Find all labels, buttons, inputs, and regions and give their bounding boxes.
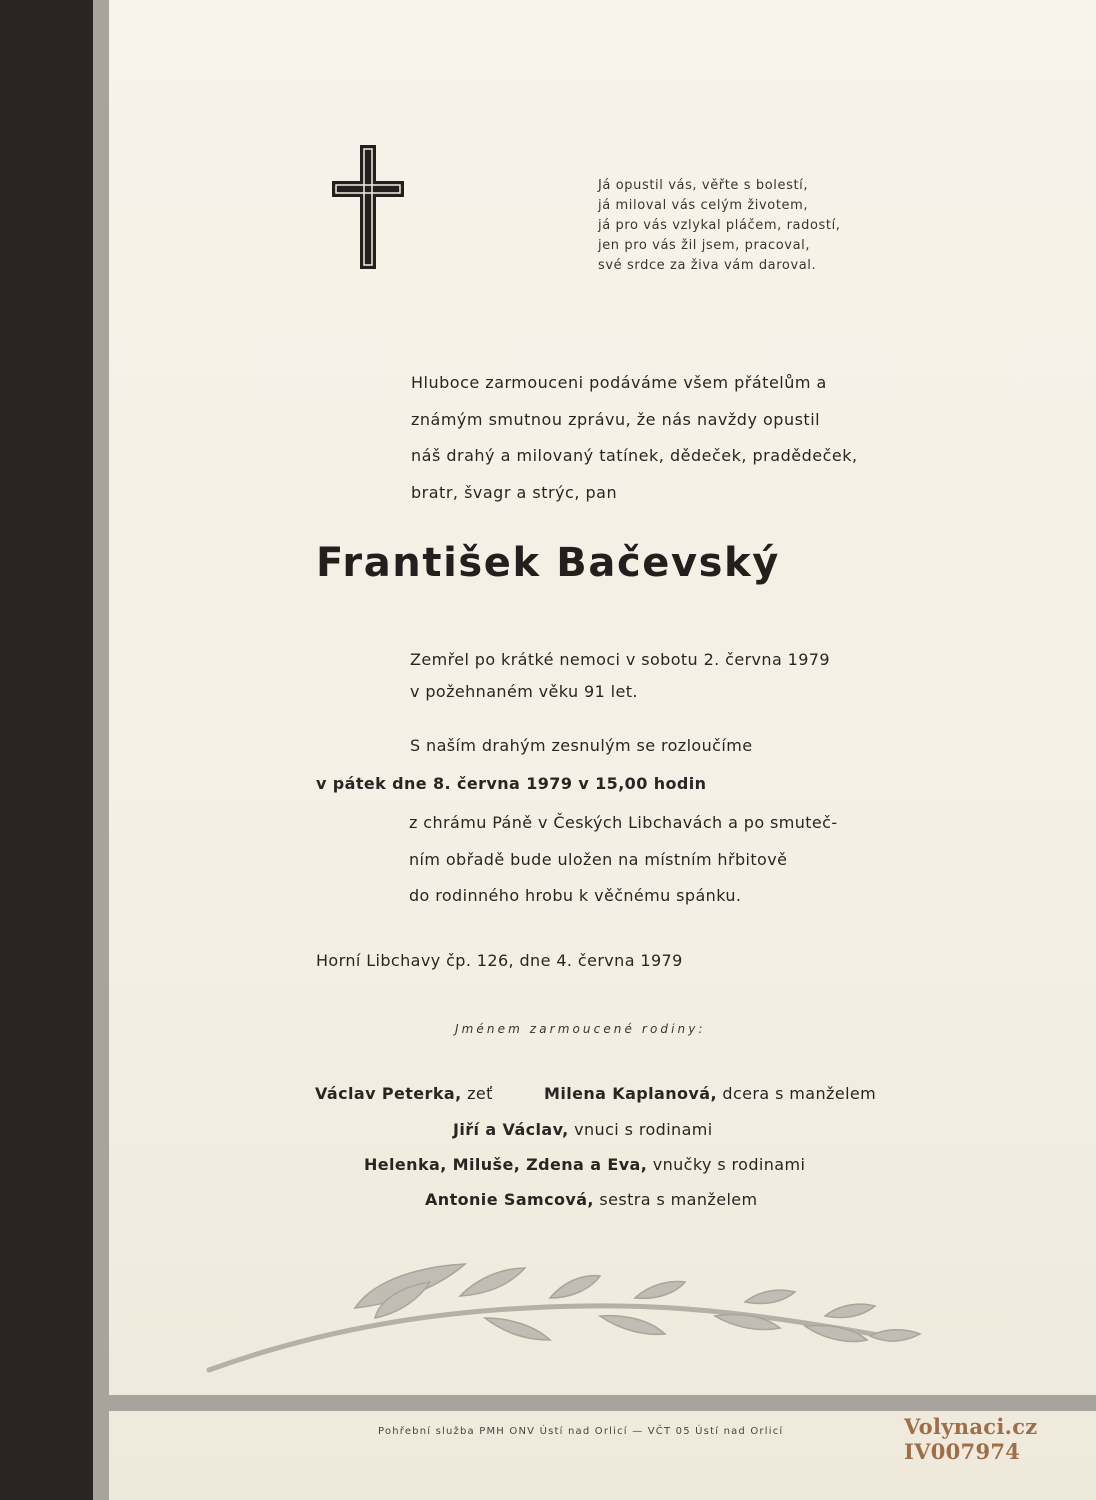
funeral-line: do rodinného hrobu k věčnému spánku. [409,886,742,905]
family-member [315,1084,493,1103]
family-member-name: Jiří a Václav, [453,1120,569,1139]
poem-line: jen pro vás žil jsem, pracoval, [598,238,811,253]
watermark [904,1414,1084,1464]
death-line: Zemřel po krátké nemoci v sobotu 2. června 1979 [410,650,830,669]
poem-line: své srdce za živa vám daroval. [598,258,817,273]
announcement-intro [411,365,911,511]
poem-line: já miloval vás celým životem, [598,198,809,213]
funeral-line: z chrámu Páně v Českých Libchavách a po smuteč- [409,813,838,832]
poem-line: Já opustil vás, věřte s bolestí, [598,178,809,193]
intro-line: známým smutnou zprávu, že nás navždy opustil [411,409,821,429]
family-member-relation: dcera s manželem [722,1084,877,1103]
cross-icon [330,143,406,271]
funeral-date: v pátek dne 8. června 1979 v 15,00 hodin [316,774,707,793]
family-member-relation: sestra s manželem [599,1190,758,1209]
farewell-intro: S naším drahým zesnulým se rozloučíme [410,736,753,755]
death-line: v požehnaném věku 91 let. [410,682,638,701]
footer-imprint: Pohřební služba PMH ONV Ústí nad Orlicí — VČT 05 Ústí nad Orlicí [378,1426,784,1437]
family-member-name: Antonie Samcová, [425,1190,594,1209]
funeral-details [409,805,889,915]
death-notice [410,644,890,708]
family-member [364,1155,805,1174]
watermark-id: IV007974 [904,1439,1021,1464]
family-member [544,1084,876,1103]
poem [598,176,898,276]
poem-line: já pro vás vzlykal pláčem, radostí, [598,218,841,233]
intro-line: Hluboce zarmouceni podáváme všem přátelům a [411,373,827,392]
place-and-date: Horní Libchavy čp. 126, dne 4. června 1979 [316,951,683,970]
family-heading: Jménem zarmoucené rodiny: [455,1022,706,1036]
family-member-relation: vnuci s rodinami [574,1120,713,1139]
laurel-branch-icon [205,1258,935,1393]
intro-line: bratr, švagr a strýc, pan [411,482,618,502]
intro-line: náš drahý a milovaný tatínek, dědeček, pradědeček, [411,446,858,465]
family-member-relation: vnučky s rodinami [652,1155,806,1174]
family-member [425,1190,758,1209]
deceased-name: František Bačevský [316,540,780,586]
bottom-rule [100,1395,1096,1411]
mourning-border-black [0,0,100,1500]
family-member-name: Helenka, Miluše, Zdena a Eva, [364,1155,648,1174]
family-member-name: Milena Kaplanová, [544,1084,717,1103]
watermark-site: Volynaci.cz [904,1414,1038,1439]
family-member [453,1120,713,1139]
family-member-relation: zeť [467,1084,493,1103]
mourning-border-grey [93,0,109,1500]
family-member-name: Václav Peterka, [315,1084,462,1103]
funeral-line: ním obřadě bude uložen na místním hřbitově [409,849,788,869]
